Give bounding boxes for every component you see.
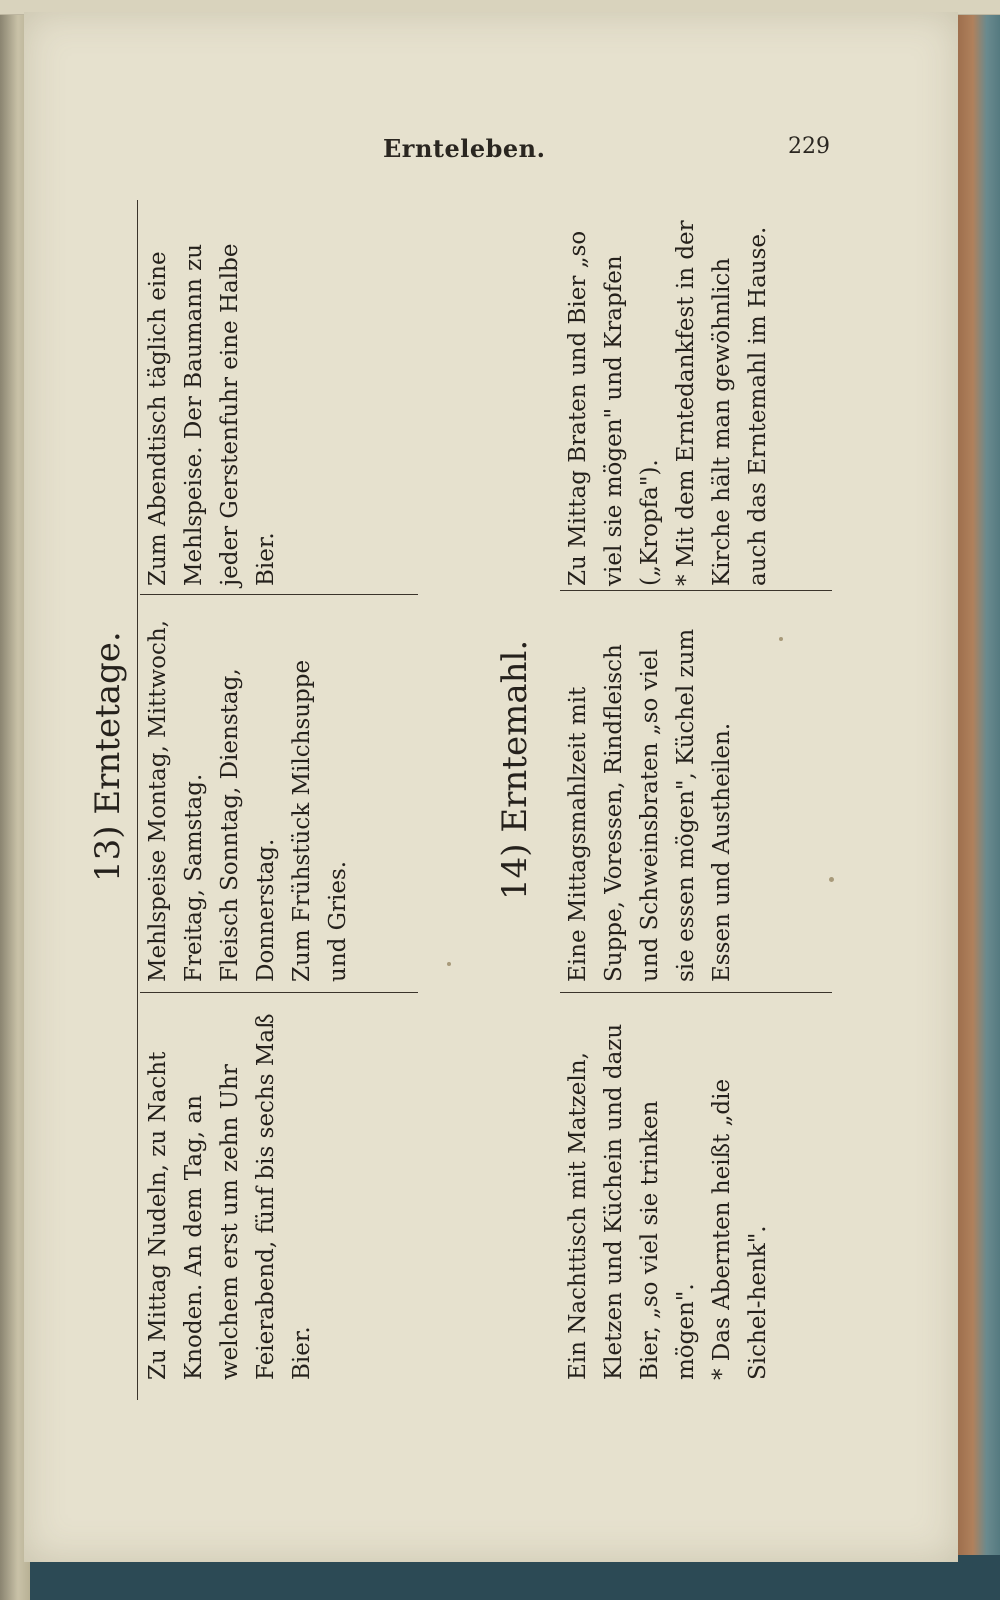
section-13-middle-column <box>140 610 356 982</box>
paragraph: Ein Nachttisch mit Matzeln, Kletzen und Küchein und dazu Bier, „so viel sie trinken mögen". <box>565 1023 699 1380</box>
paragraph: * Das Abernten heißt „die Sichel-henk". <box>709 1078 771 1380</box>
section-13-right-column <box>140 206 284 586</box>
paragraph: * Mit dem Erntedankfest in der Kirche hält man gewöhnlich auch das Erntemahl im Hause. <box>673 220 771 586</box>
table-rule <box>140 594 418 595</box>
paragraph: Zu Mittag Nudeln, zu Nacht Knoden. An dem Tag, an welchem erst um zehn Uhr Feierabend, fünf bis sechs Maß Bier. <box>145 1013 315 1380</box>
table-rule <box>140 992 418 993</box>
section-14-heading: 14) Erntemahl. <box>495 639 535 900</box>
paper-spot <box>829 877 834 882</box>
paper-spot <box>779 637 783 641</box>
paragraph: Eine Mittagsmahlzeit mit Suppe, Voressen, Rindfleisch und Schweinsbraten „so viel sie essen mögen", Küchel zum Essen und Austheilen. <box>565 628 735 982</box>
paragraph: Zum Frühstück Milchsuppe und Gries. <box>289 659 351 982</box>
paper-spot <box>447 962 451 966</box>
paragraph: Zu Mittag Braten und Bier „so viel sie mögen" und Krapfen („Kropfa"). <box>565 230 663 586</box>
section-13-heading: 13) Erntetage. <box>88 631 128 882</box>
table-rule <box>560 590 832 591</box>
section-14-right-column <box>560 206 776 586</box>
paragraph: Mehlspeise Montag, Mittwoch, Freitag, Samstag. <box>145 620 207 982</box>
paragraph: Fleisch Sonntag, Dienstag, Donnerstag. <box>217 668 279 982</box>
section-14-middle-column <box>560 610 740 982</box>
section-14-left-column <box>560 1008 776 1380</box>
table-rule <box>560 992 832 993</box>
book-edge-right <box>955 0 1000 1600</box>
paragraph: Zum Abendtisch täglich eine Mehlspeise. Der Baumann zu jeder Gerstenfuhr eine Halbe Bier. <box>145 243 279 586</box>
section-13-left-column <box>140 1008 320 1380</box>
page-number: 229 <box>788 134 830 159</box>
running-head: Ernteleben. <box>383 134 546 163</box>
table-frame-rule <box>137 200 138 1400</box>
